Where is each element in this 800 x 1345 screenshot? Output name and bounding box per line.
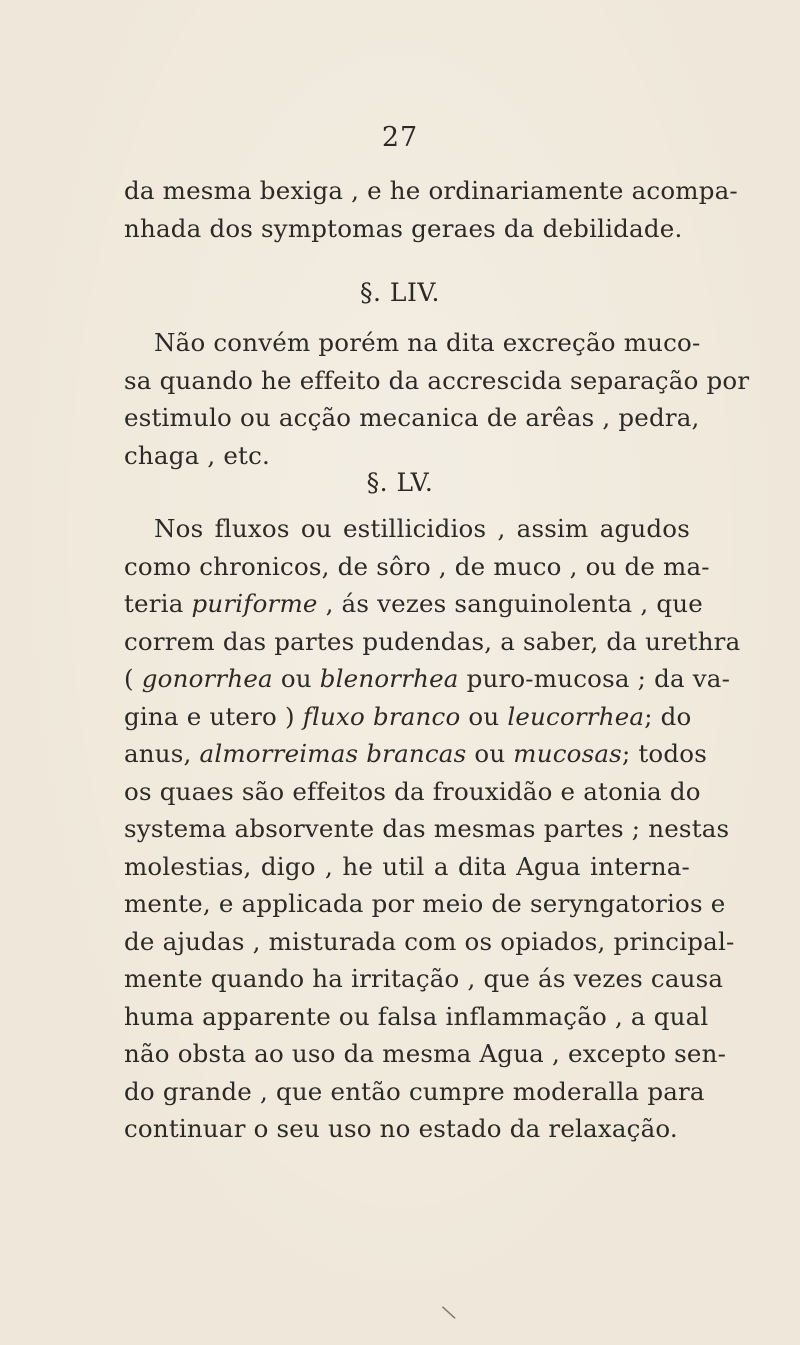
text-line: estimulo ou acção mecanica de arêas , pedra, (124, 403, 700, 432)
text-line: molestias, digo , he util a dita Agua interna- (124, 851, 690, 881)
text-line: Não convém porém na dita excreção muco- (154, 328, 701, 357)
text-run: puro-mucosa ; da va- (458, 664, 731, 693)
italic-term: fluxo branco (302, 701, 461, 731)
text-line: mente, e applicada por meio de seryngatorios e (124, 889, 726, 918)
text-line: não obsta ao uso da mesma Agua , excepto sen- (124, 1039, 727, 1068)
italic-term: blenorrhea (319, 664, 459, 693)
italic-term: mucosas (513, 739, 622, 768)
section-heading-lv: §. LV. (366, 468, 434, 497)
italic-term: puriforme (191, 589, 318, 618)
paragraph-lv (124, 510, 741, 1148)
section-heading-liv: §. LIV. (359, 278, 440, 307)
text-line: como chronicos, de sôro , de muco , ou de ma- (124, 551, 710, 581)
text-run: ou (466, 739, 514, 768)
text-line: chaga , etc. (124, 440, 271, 470)
stray-pen-mark: \ (439, 1299, 458, 1325)
text-line: correm das partes pudendas, a saber, da urethra (124, 626, 741, 656)
text-run: ( (124, 664, 142, 693)
text-run: teria (124, 589, 192, 618)
text-run: anus, (124, 739, 200, 768)
text-line (124, 585, 703, 623)
text-line: do grande , que então cumpre moderalla para (124, 1076, 705, 1106)
text-run: ou (460, 701, 508, 731)
text-run: ou (272, 664, 320, 693)
text-line: de ajudas , misturada com os opiados, principal- (124, 926, 735, 956)
text-line (124, 660, 731, 698)
text-line: Nos fluxos ou estillicidios , assim agudos (154, 514, 690, 543)
italic-term: almorreimas brancas (199, 739, 467, 768)
text-line: systema absorvente das mesmas partes ; nestas (124, 814, 730, 843)
text-line (124, 735, 707, 773)
italic-term: leucorrhea (507, 701, 645, 731)
text-line: os quaes são effeitos da frouxidão e atonia do (124, 776, 701, 806)
page-number: 27 (381, 122, 419, 153)
text-line: continuar o seu uso no estado da relaxação. (124, 1114, 678, 1143)
text-run: ; todos (621, 739, 707, 768)
text-line: mente quando ha irritação , que ás vezes causa (124, 964, 724, 993)
paragraph-continuation (124, 172, 738, 247)
text-line: da mesma bexiga , e he ordinariamente acompa- (124, 176, 738, 205)
text-run: , ás vezes sanguinolenta , que (317, 589, 703, 618)
text-line (124, 698, 690, 736)
text-line: huma apparente ou falsa inflammação , a qual (124, 1001, 709, 1031)
text-line: sa quando he effeito da accrescida separação por (124, 365, 750, 395)
text-line: nhada dos symptomas geraes da debilidade. (124, 213, 683, 243)
paragraph-liv (124, 324, 750, 474)
text-run: ; do (644, 701, 692, 731)
italic-term: gonorrhea (141, 664, 273, 693)
text-run: gina e utero ) (124, 701, 303, 731)
